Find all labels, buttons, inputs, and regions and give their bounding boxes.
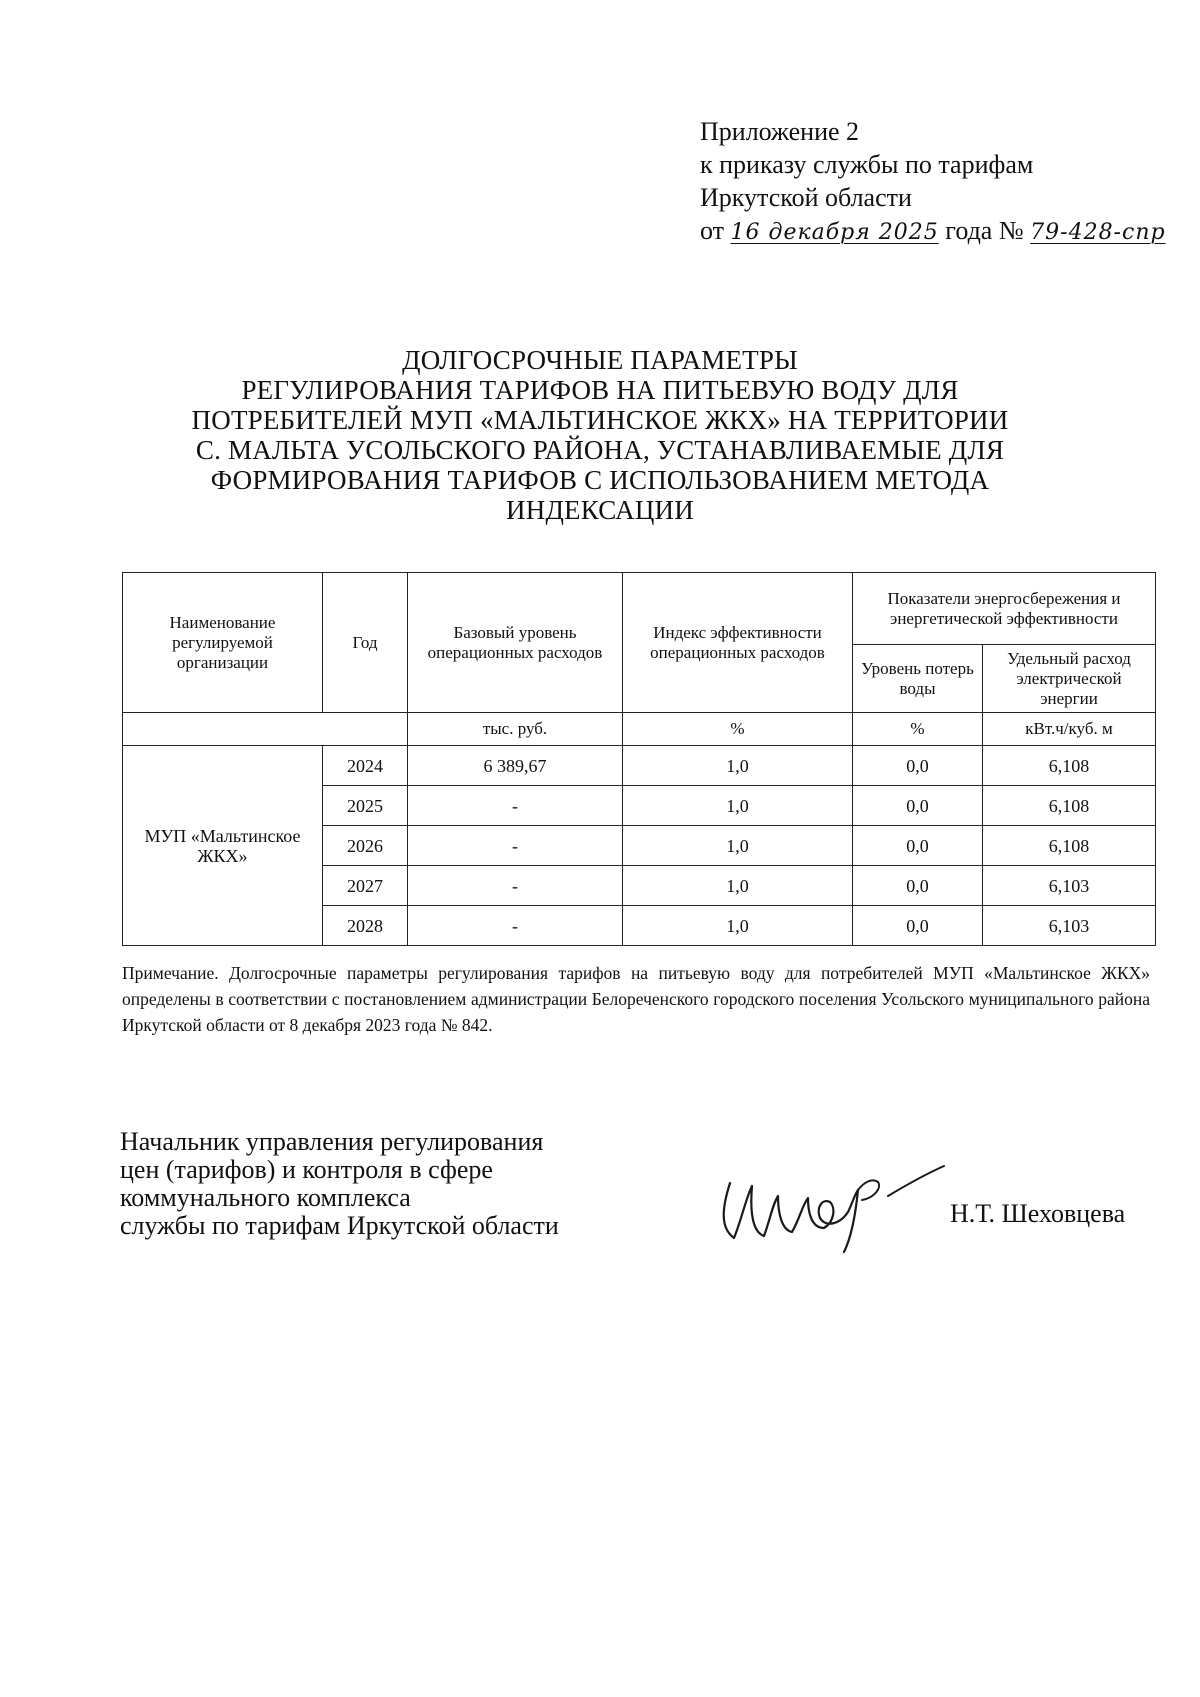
header-efficiency-index: Индекс эффективности операционных расходов xyxy=(623,573,853,713)
signatory-position-line: коммунального комплекса xyxy=(120,1183,411,1212)
header-org: Наименование регулируемой организации xyxy=(123,573,323,713)
unit-specific: кВт.ч/куб. м xyxy=(983,713,1156,746)
loss-cell: 0,0 xyxy=(853,746,983,786)
loss-cell: 0,0 xyxy=(853,826,983,866)
title-line: ИНДЕКСАЦИИ xyxy=(506,495,694,525)
attachment-line-4 xyxy=(700,214,1166,249)
index-cell: 1,0 xyxy=(623,866,853,906)
from-label: от xyxy=(700,216,725,245)
units-empty-cell xyxy=(123,713,408,746)
signatory-position-line: Начальник управления регулирования xyxy=(120,1127,544,1156)
parameters-table xyxy=(122,572,1156,946)
organization-cell: МУП «Мальтинское ЖКХ» xyxy=(123,746,323,946)
title-line: ПОТРЕБИТЕЛЕЙ МУП «МАЛЬТИНСКОЕ ЖКХ» НА ТЕРРИТОРИИ xyxy=(191,405,1009,435)
base-cell: - xyxy=(408,786,623,826)
year-cell: 2024 xyxy=(323,746,408,786)
base-cell: - xyxy=(408,866,623,906)
document-title xyxy=(180,345,1020,525)
title-line: ФОРМИРОВАНИЯ ТАРИФОВ С ИСПОЛЬЗОВАНИЕМ МЕТОДА xyxy=(210,465,990,495)
signatory-position-line: службы по тарифам Иркутской области xyxy=(120,1211,559,1240)
specific-cell: 6,103 xyxy=(983,906,1156,946)
year-number-label: года № xyxy=(945,216,1024,245)
base-cell: - xyxy=(408,906,623,946)
year-cell: 2028 xyxy=(323,906,408,946)
index-cell: 1,0 xyxy=(623,746,853,786)
specific-cell: 6,103 xyxy=(983,866,1156,906)
handwritten-signature xyxy=(712,1148,952,1258)
header-specific-consumption: Удельный расход электрической энергии xyxy=(983,645,1156,713)
specific-cell: 6,108 xyxy=(983,826,1156,866)
loss-cell: 0,0 xyxy=(853,786,983,826)
unit-base: тыс. руб. xyxy=(408,713,623,746)
header-energy-group: Показатели энергосбережения и энергетической эффективности xyxy=(853,573,1156,645)
table-note: Примечание. Долгосрочные параметры регулирования тарифов на питьевую воду для потребителей МУП «Мальтинское ЖКХ» определены в соответствии с постановлением администрации Белореченского городского поселения Усольского муниципального района Иркутской области от 8 декабря 2023 года № 842. xyxy=(122,963,1150,1035)
title-line: С. МАЛЬТА УСОЛЬСКОГО РАЙОНА, УСТАНАВЛИВАЕМЫЕ ДЛЯ xyxy=(195,435,1005,465)
table-row xyxy=(123,746,1156,786)
header-year: Год xyxy=(323,573,408,713)
attachment-line-3: Иркутской области xyxy=(700,183,912,212)
base-cell: 6 389,67 xyxy=(408,746,623,786)
header-base-level: Базовый уровень операционных расходов xyxy=(408,573,623,713)
unit-index: % xyxy=(623,713,853,746)
title-line: РЕГУЛИРОВАНИЯ ТАРИФОВ НА ПИТЬЕВУЮ ВОДУ ДЛЯ xyxy=(241,375,959,405)
header-water-loss: Уровень потерь воды xyxy=(853,645,983,713)
attachment-line-1: Приложение 2 xyxy=(700,117,860,146)
signatory-position xyxy=(120,1128,559,1240)
attachment-header xyxy=(700,115,1166,249)
loss-cell: 0,0 xyxy=(853,866,983,906)
year-cell: 2025 xyxy=(323,786,408,826)
attachment-line-2: к приказу службы по тарифам xyxy=(700,150,1034,179)
index-cell: 1,0 xyxy=(623,826,853,866)
index-cell: 1,0 xyxy=(623,786,853,826)
year-cell: 2027 xyxy=(323,866,408,906)
signatory-position-line: цен (тарифов) и контроля в сфере xyxy=(120,1155,493,1184)
unit-loss: % xyxy=(853,713,983,746)
specific-cell: 6,108 xyxy=(983,786,1156,826)
base-cell: - xyxy=(408,826,623,866)
signatory-name: Н.Т. Шеховцева xyxy=(950,1199,1126,1228)
loss-cell: 0,0 xyxy=(853,906,983,946)
year-cell: 2026 xyxy=(323,826,408,866)
handwritten-date: 16 декабря 2025 xyxy=(730,220,939,245)
specific-cell: 6,108 xyxy=(983,746,1156,786)
title-line: ДОЛГОСРОЧНЫЕ ПАРАМЕТРЫ xyxy=(402,345,798,375)
handwritten-order-number: 79-428-спр xyxy=(1030,220,1166,245)
index-cell: 1,0 xyxy=(623,906,853,946)
